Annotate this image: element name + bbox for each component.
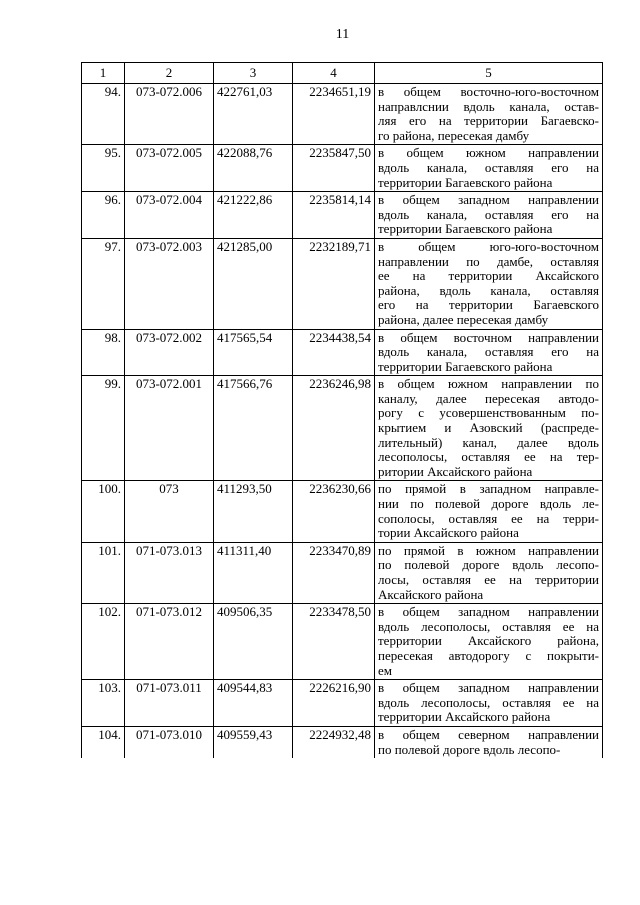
- coordinate-y: 2224932,48: [293, 726, 375, 758]
- boundary-description: [375, 192, 603, 239]
- row-number: 95.: [82, 145, 125, 192]
- boundary-description: [375, 680, 603, 727]
- description-line: в общем западном направлении: [378, 604, 599, 620]
- description-line: лесополосы, оставляя ее на тер-: [378, 449, 599, 465]
- description-line: вдоль канала, оставляя его на: [378, 344, 599, 360]
- description-line: по прямой в южном направлении: [378, 542, 599, 558]
- coordinate-x: 417566,76: [214, 376, 293, 481]
- row-number: 96.: [82, 192, 125, 239]
- table-row: [82, 542, 603, 603]
- point-code: 071-073.010: [125, 726, 214, 758]
- description-line: по полевой дороге вдоль лесопо-: [378, 557, 599, 573]
- column-header: 1: [82, 63, 125, 84]
- coordinate-x: 409559,43: [214, 726, 293, 758]
- description-line: в общем северном направлении: [378, 726, 599, 742]
- table-row: [82, 192, 603, 239]
- point-code: 073-072.002: [125, 329, 214, 376]
- point-code: 073: [125, 481, 214, 542]
- row-number: 99.: [82, 376, 125, 481]
- coordinate-x: 409506,35: [214, 604, 293, 680]
- column-header: 4: [293, 63, 375, 84]
- table-body: [82, 84, 603, 759]
- boundary-description: [375, 726, 603, 758]
- coordinate-x: 422761,03: [214, 84, 293, 145]
- description-line: района, вдоль канала, оставляя: [378, 282, 599, 298]
- description-line: ритории Аксайского района: [378, 463, 533, 479]
- column-header: 2: [125, 63, 214, 84]
- description-line: его на территории Багаевского: [378, 297, 599, 313]
- description-line: лосы, оставляя ее на территории: [378, 572, 599, 587]
- coordinate-y: 2233470,89: [293, 542, 375, 603]
- description-line: в общем южном направлении по: [378, 376, 599, 392]
- point-code: 071-073.013: [125, 542, 214, 603]
- table-row: [82, 680, 603, 727]
- point-code: 071-073.011: [125, 680, 214, 727]
- description-line: в общем западном направлении: [378, 680, 599, 696]
- coordinate-y: 2234651,19: [293, 84, 375, 145]
- column-header: 5: [375, 63, 603, 84]
- coordinate-y: 2232189,71: [293, 238, 375, 329]
- description-line: вдоль канала, оставляя его на: [378, 206, 599, 222]
- description-line: вдоль лесополосы, оставляя ее на: [378, 618, 599, 634]
- coordinate-x: 421222,86: [214, 192, 293, 239]
- description-line: в общем южном направлении: [378, 145, 599, 161]
- description-line: в общем восточном направлении: [378, 329, 599, 345]
- description-line: по полевой дороге вдоль лесопо-: [378, 741, 561, 757]
- boundary-description: [375, 238, 603, 329]
- table-row: [82, 726, 603, 758]
- description-line: лительный) канал, далее вдоль: [378, 434, 599, 450]
- coordinate-y: 2235814,14: [293, 192, 375, 239]
- description-line: территории Аксайского района: [378, 709, 551, 725]
- row-number: 100.: [82, 481, 125, 542]
- description-line: территории Багаевского района: [378, 358, 553, 374]
- coordinate-y: 2235847,50: [293, 145, 375, 192]
- point-code: 073-072.005: [125, 145, 214, 192]
- description-line: ее на территории Аксайского: [378, 268, 599, 284]
- description-line: направлснии вдоль канала, остав-: [378, 98, 599, 114]
- table-row: [82, 84, 603, 145]
- point-code: 073-072.006: [125, 84, 214, 145]
- boundary-description: [375, 481, 603, 542]
- description-line: направлении по дамбе, оставляя: [378, 253, 599, 269]
- description-line: территории Багаевского района: [378, 221, 553, 237]
- description-line: го района, пересекая дамбу: [378, 127, 530, 143]
- row-number: 102.: [82, 604, 125, 680]
- description-line: района, далее пересекая дамбу: [378, 311, 549, 327]
- table-row: [82, 376, 603, 481]
- coordinate-x: 417565,54: [214, 329, 293, 376]
- point-code: 073-072.001: [125, 376, 214, 481]
- row-number: 103.: [82, 680, 125, 727]
- column-header: 3: [214, 63, 293, 84]
- boundary-description: [375, 145, 603, 192]
- row-number: 94.: [82, 84, 125, 145]
- boundary-description: [375, 376, 603, 481]
- coordinate-x: 411311,40: [214, 542, 293, 603]
- description-line: в общем западном направлении: [378, 192, 599, 208]
- row-number: 97.: [82, 238, 125, 329]
- table-row: [82, 329, 603, 376]
- boundary-coordinates-table: [81, 62, 603, 758]
- description-line: вдоль лесополосы, оставляя ее на: [378, 694, 599, 710]
- description-line: нии по полевой дороге вдоль ле-: [378, 496, 599, 512]
- table-row: [82, 145, 603, 192]
- coordinate-x: 411293,50: [214, 481, 293, 542]
- description-line: пересекая автодорогу с покрыти-: [378, 647, 599, 663]
- table-row: [82, 481, 603, 542]
- description-line: в общем восточно-юго-восточном: [378, 84, 599, 99]
- description-line: крытием и Азовский (распреде-: [378, 420, 599, 436]
- description-line: территории Багаевского района: [378, 174, 553, 190]
- point-code: 071-073.012: [125, 604, 214, 680]
- coordinate-y: 2234438,54: [293, 329, 375, 376]
- description-line: рогу с усовершенствованным по-: [378, 405, 599, 421]
- coordinate-x: 422088,76: [214, 145, 293, 192]
- coordinate-y: 2236230,66: [293, 481, 375, 542]
- table-row: [82, 604, 603, 680]
- description-line: территории Аксайского района,: [378, 633, 599, 649]
- row-number: 104.: [82, 726, 125, 758]
- column-number-row: [82, 63, 603, 84]
- description-line: в общем юго-юго-восточном: [378, 238, 599, 254]
- description-line: вдоль канала, оставляя его на: [378, 159, 599, 175]
- coordinate-y: 2233478,50: [293, 604, 375, 680]
- boundary-description: [375, 542, 603, 603]
- coordinate-y: 2236246,98: [293, 376, 375, 481]
- description-line: каналу, далее пересекая автодо-: [378, 390, 599, 406]
- boundary-description: [375, 604, 603, 680]
- description-line: по прямой в западном направле-: [378, 481, 599, 497]
- coordinate-x: 421285,00: [214, 238, 293, 329]
- description-line: ляя его на территории Багаевско-: [378, 113, 599, 129]
- coordinate-y: 2226216,90: [293, 680, 375, 727]
- description-line: тории Аксайского района: [378, 525, 519, 541]
- coordinate-x: 409544,83: [214, 680, 293, 727]
- point-code: 073-072.003: [125, 238, 214, 329]
- boundary-description: [375, 84, 603, 145]
- description-line: сополосы, оставляя ее на терри-: [378, 510, 599, 526]
- boundary-description: [375, 329, 603, 376]
- page-number: 11: [335, 27, 350, 42]
- description-line: ем: [378, 662, 392, 678]
- row-number: 98.: [82, 329, 125, 376]
- point-code: 073-072.004: [125, 192, 214, 239]
- description-line: Аксайского района: [378, 586, 484, 602]
- row-number: 101.: [82, 542, 125, 603]
- table-row: [82, 238, 603, 329]
